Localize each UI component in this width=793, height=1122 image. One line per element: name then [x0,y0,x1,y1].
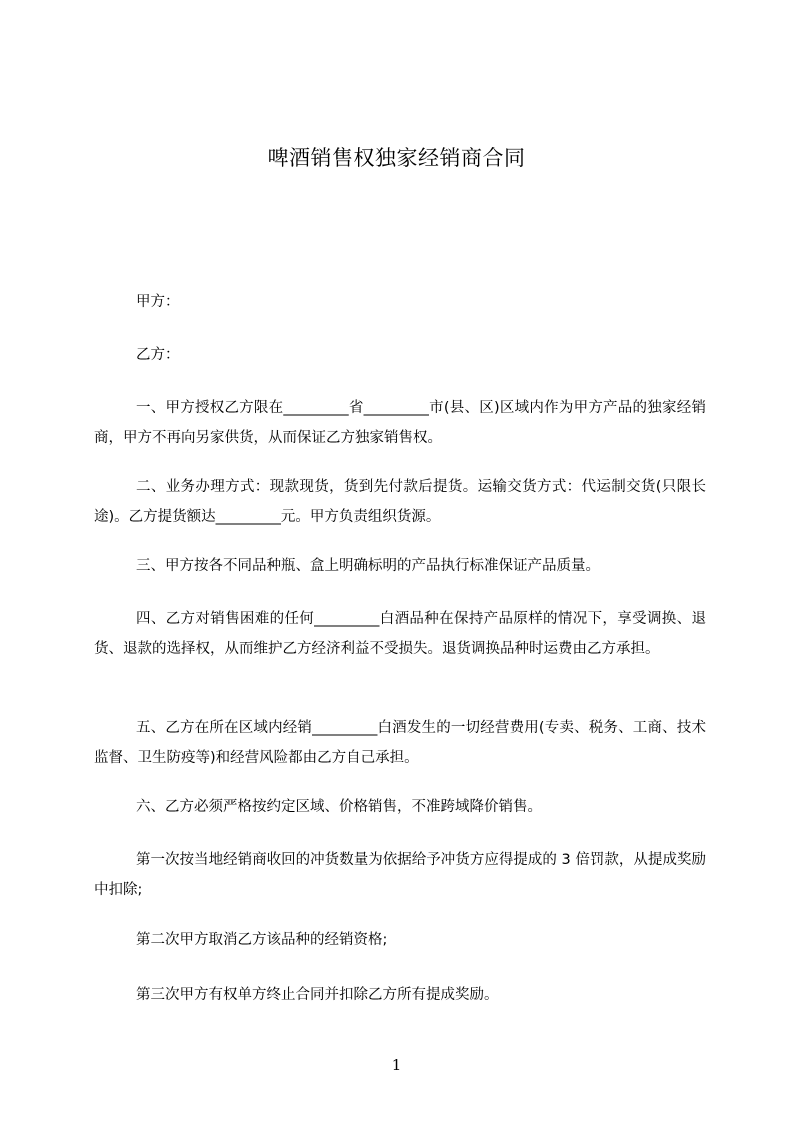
document-title: 啤酒销售权独家经销商合同 [267,146,526,170]
clause-2: 二、业务办理方式：现款现货，货到先付款后提货。运输交货方式：代运制交货(只限长途)。乙方提货额达_________元。甲方负责组织货源。 [94,479,706,525]
clause-6: 六、乙方必须严格按约定区域、价格销售，不准跨域降价销售。 [136,799,542,815]
penalty-first: 第一次按当地经销商收回的冲货数量为依据给予冲货方应得提成的 3 倍罚款，从提成奖励中扣除; [94,852,706,898]
penalty-third: 第三次甲方有权单方终止合同并扣除乙方所有提成奖励。 [136,987,499,1003]
clause-1: 一、甲方授权乙方限在_________省_________市(县、区)区域内作为甲方产品的独家经销商，甲方不再向另家供货，从而保证乙方独家销售权。 [94,400,706,446]
page-number: 1 [391,1056,402,1074]
party-b-line: 乙方： [136,347,180,363]
penalty-second: 第二次甲方取消乙方该品种的经销资格; [136,932,388,948]
clause-3: 三、甲方按各不同品种瓶、盒上明确标明的产品执行标准保证产品质量。 [136,558,600,574]
party-a-line: 甲方： [136,294,180,310]
clause-4: 四、乙方对销售困难的任何_________白酒品种在保持产品原样的情况下，享受调换、退货、退款的选择权，从而维护乙方经济利益不受损失。退货调换品种时运费由乙方承担。 [94,611,706,657]
clause-5: 五、乙方在所在区域内经销_________白酒发生的一切经营费用(专卖、税务、工商、技术监督、卫生防疫等)和经营风险都由乙方自己承担。 [94,720,706,766]
